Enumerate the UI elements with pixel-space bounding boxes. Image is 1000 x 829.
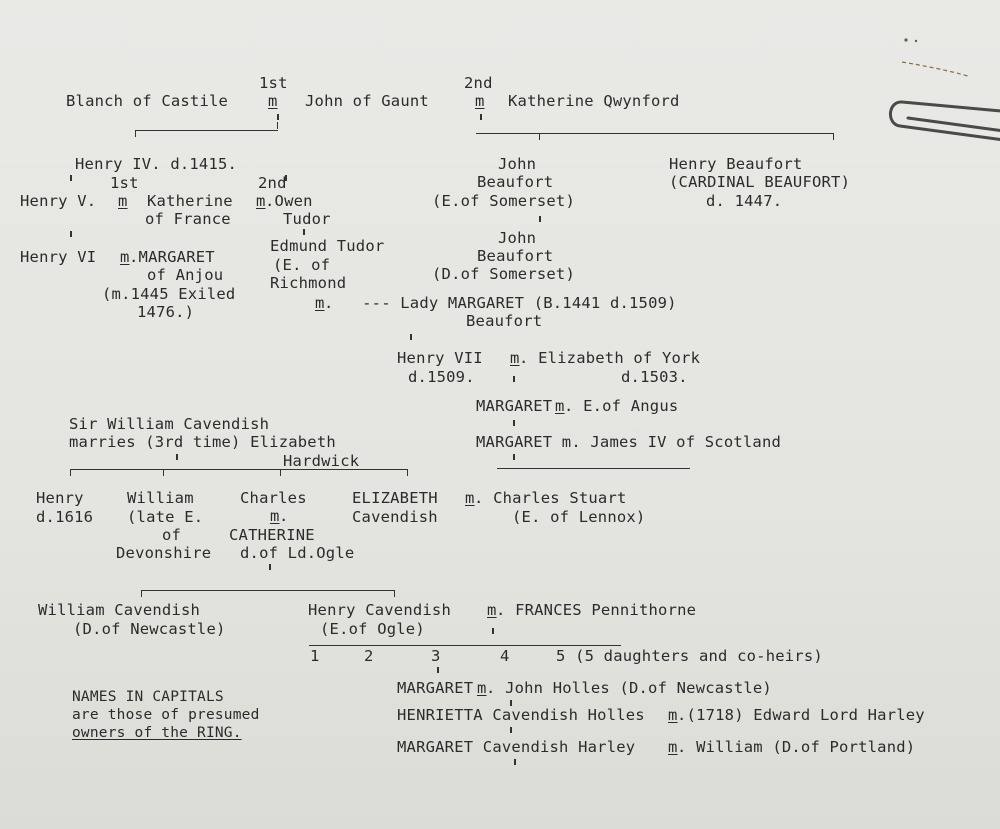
title-devonshire: of xyxy=(162,526,182,544)
descent-line xyxy=(70,469,408,470)
name-henry-vi: Henry VI xyxy=(20,248,97,266)
name-sir-william-cavendish: Sir William Cavendish xyxy=(69,415,270,433)
name-henry-vii: Henry VII xyxy=(397,349,483,367)
descent-line xyxy=(497,468,690,469)
descent-tick xyxy=(514,759,516,765)
marriage-mark: m xyxy=(270,507,280,525)
descent-tick xyxy=(410,334,412,340)
name-william-cavendish-newcastle: William Cavendish xyxy=(38,601,201,619)
descent-tick xyxy=(407,469,408,476)
name-lady-margaret: . --- Lady MARGARET (B.1441 d.1509) xyxy=(324,294,677,312)
marriage-mark: m xyxy=(118,192,128,210)
name-john-beaufort: Beaufort xyxy=(477,173,554,191)
descent-tick xyxy=(70,231,72,237)
descent-tick xyxy=(141,590,142,597)
title-duke-of-somerset: (D.of Somerset) xyxy=(432,265,575,283)
descent-tick xyxy=(280,469,281,476)
marriage-mark: m xyxy=(465,489,475,507)
marriage-dot: . xyxy=(279,507,289,525)
name-margaret-of-anjou: .MARGARET xyxy=(129,248,215,266)
name-charles-stuart: . Charles Stuart xyxy=(474,489,627,507)
name-john-of-gaunt: John of Gaunt xyxy=(305,92,429,110)
name-blanch-of-castile: Blanch of Castile xyxy=(66,92,229,110)
name-catherine-ogle: d.of Ld.Ogle xyxy=(240,544,355,562)
note-exiled: (m.1445 Exiled xyxy=(102,285,236,303)
name-henry-iv: Henry IV. d.1415. xyxy=(75,155,238,173)
descent-tick xyxy=(277,114,279,120)
name-john-beaufort: John xyxy=(498,155,537,173)
descent-line xyxy=(476,133,834,134)
descent-tick xyxy=(833,133,834,140)
name-charles-cavendish: Charles xyxy=(240,489,307,507)
descent-tick xyxy=(176,454,178,460)
descent-tick xyxy=(135,130,136,137)
marriage-mark: m xyxy=(475,92,485,110)
daughter-number: 3 xyxy=(431,647,441,665)
title-devonshire: (late E. xyxy=(127,508,204,526)
name-katherine-of-france: Katherine xyxy=(147,192,233,210)
marriage-order-1st: 1st xyxy=(110,174,139,192)
marriage-mark: m xyxy=(256,192,266,210)
name-henrietta-holles: HENRIETTA Cavendish Holles xyxy=(397,706,645,724)
marriage-mark: m xyxy=(668,706,678,724)
title-earl-of-ogle: (E.of Ogle) xyxy=(320,620,425,638)
descent-tick xyxy=(492,628,494,634)
descent-tick xyxy=(269,564,271,570)
marriage-mark: m xyxy=(315,294,325,312)
marriage-mark: m xyxy=(120,248,130,266)
name-henry-beaufort: Henry Beaufort xyxy=(669,155,803,173)
paperclip-icon xyxy=(884,96,1000,156)
descent-tick xyxy=(70,469,71,476)
name-katherine-of-france: of France xyxy=(145,210,231,228)
descent-tick xyxy=(394,590,395,597)
name-earl-of-angus: . E.of Angus xyxy=(564,397,679,415)
name-william-portland: . William (D.of Portland) xyxy=(677,738,916,756)
note-capitals: are those of presumed xyxy=(72,707,260,723)
name-henry-cavendish-ogle: Henry Cavendish xyxy=(308,601,451,619)
date-death: d.1509. xyxy=(408,368,475,386)
title-duke-of-newcastle: (D.of Newcastle) xyxy=(73,620,226,638)
date-death: d. 1447. xyxy=(706,192,783,210)
note-marriage: marries (3rd time) Elizabeth xyxy=(69,433,336,451)
name-edward-lord-harley: .(1718) Edward Lord Harley xyxy=(677,706,925,724)
daughter-number: 4 xyxy=(500,647,510,665)
name-william-devonshire: William xyxy=(127,489,194,507)
descent-tick xyxy=(539,216,541,222)
name-margaret-harley: MARGARET Cavendish Harley xyxy=(397,738,636,756)
marriage-mark: m xyxy=(668,738,678,756)
name-margaret-tudor: MARGARET xyxy=(476,397,553,415)
daughter-number: 2 xyxy=(364,647,374,665)
name-edmund-tudor: Edmund Tudor xyxy=(270,237,385,255)
name-margaret-of-anjou: of Anjou xyxy=(147,266,224,284)
descent-tick xyxy=(513,376,515,382)
name-margaret-james-iv: MARGARET m. James IV of Scotland xyxy=(476,433,782,451)
descent-line xyxy=(309,645,621,646)
date-death: d.1503. xyxy=(621,368,688,386)
marriage-mark: m xyxy=(477,679,487,697)
name-frances-pennithorne: . FRANCES Pennithorne xyxy=(496,601,697,619)
descent-tick xyxy=(513,420,515,426)
date-death: d.1616 xyxy=(36,508,94,526)
name-elizabeth-cavendish: ELIZABETH xyxy=(352,489,438,507)
name-henry-v: Henry V. xyxy=(20,192,97,210)
descent-line xyxy=(135,130,278,131)
descent-tick xyxy=(480,114,482,120)
title-earl-of-somerset: (E.of Somerset) xyxy=(432,192,575,210)
descent-tick xyxy=(513,454,515,460)
descent-line xyxy=(141,590,395,591)
name-owen-tudor: Tudor xyxy=(283,210,331,228)
descent-tick xyxy=(163,469,164,476)
name-john-beaufort: Beaufort xyxy=(477,247,554,265)
descent-tick xyxy=(437,667,439,673)
name-john-holles: . John Holles (D.of Newcastle) xyxy=(486,679,772,697)
name-margaret-beaufort: Beaufort xyxy=(466,312,543,330)
marriage-mark: m xyxy=(268,92,278,110)
marriage-order-1st: 1st xyxy=(259,74,288,92)
name-john-beaufort: John xyxy=(498,229,537,247)
marriage-order-2nd: 2nd xyxy=(258,174,287,192)
name-owen-tudor: .Owen xyxy=(265,192,313,210)
marriage-mark: m xyxy=(487,601,497,619)
note-exiled: 1476.) xyxy=(137,303,195,321)
title-earl-of-richmond: Richmond xyxy=(270,274,347,292)
marriage-mark: m xyxy=(510,349,520,367)
descent-tick xyxy=(303,229,305,235)
name-katherine-qwynford: Katherine Qwynford xyxy=(508,92,680,110)
marriage-order-2nd: 2nd xyxy=(464,74,493,92)
daughter-number: 1 xyxy=(310,647,320,665)
descent-tick xyxy=(277,122,278,129)
title-earl-of-richmond: (E. of xyxy=(273,256,331,274)
daughters-co-heirs: 5 (5 daughters and co-heirs) xyxy=(556,647,823,665)
descent-tick xyxy=(70,175,72,181)
name-margaret-holles: MARGARET xyxy=(397,679,474,697)
name-elizabeth-cavendish: Cavendish xyxy=(352,508,438,526)
marriage-mark: m xyxy=(555,397,565,415)
note-capitals: NAMES IN CAPITALS xyxy=(72,689,224,705)
title-earl-of-lennox: (E. of Lennox) xyxy=(512,508,646,526)
descent-tick xyxy=(539,133,540,140)
stain-marks xyxy=(896,30,996,90)
name-henry-cavendish-1616: Henry xyxy=(36,489,84,507)
name-catherine-ogle: CATHERINE xyxy=(229,526,315,544)
descent-tick xyxy=(510,727,512,733)
title-cardinal-beaufort: (CARDINAL BEAUFORT) xyxy=(669,173,851,191)
name-elizabeth-hardwick: Hardwick xyxy=(283,452,360,470)
note-capitals: owners of the RING. xyxy=(72,725,242,741)
name-elizabeth-of-york: . Elizabeth of York xyxy=(519,349,701,367)
title-devonshire: Devonshire xyxy=(116,544,212,562)
